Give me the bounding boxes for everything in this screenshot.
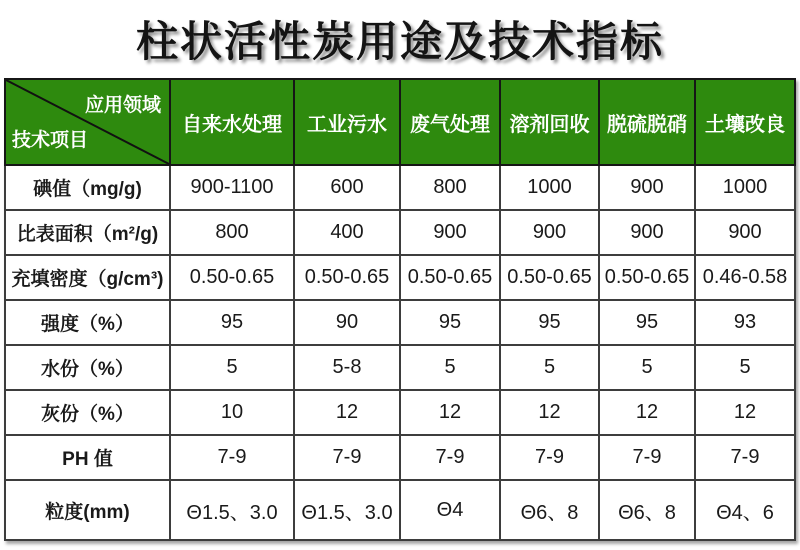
column-header-tap-water: 自来水处理	[170, 79, 294, 165]
data-cell: 7-9	[400, 435, 500, 480]
data-cell: 0.50-0.65	[400, 255, 500, 300]
data-cell: 900	[500, 210, 599, 255]
data-cell: 10	[170, 390, 294, 435]
data-cell: 95	[170, 300, 294, 345]
row-label: 灰份（%）	[5, 390, 170, 435]
column-header-desulfurization: 脱硫脱硝	[599, 79, 695, 165]
data-cell: 7-9	[294, 435, 400, 480]
data-cell: 5	[695, 345, 795, 390]
table-row-surface-area	[5, 210, 795, 255]
corner-header-cell	[5, 79, 170, 165]
data-cell: 12	[695, 390, 795, 435]
data-cell: 900-1100	[170, 165, 294, 210]
data-cell: 12	[500, 390, 599, 435]
data-cell: 95	[400, 300, 500, 345]
data-cell: 90	[294, 300, 400, 345]
data-cell: 0.50-0.65	[170, 255, 294, 300]
table-row-ash	[5, 390, 795, 435]
data-cell: 5	[500, 345, 599, 390]
column-header-waste-gas: 废气处理	[400, 79, 500, 165]
data-cell: Θ4、6	[695, 480, 795, 540]
data-cell: 7-9	[695, 435, 795, 480]
data-cell: 12	[294, 390, 400, 435]
header-row	[5, 79, 795, 165]
table-row-packing-density	[5, 255, 795, 300]
data-cell: 5	[400, 345, 500, 390]
data-cell: 400	[294, 210, 400, 255]
data-cell: 5-8	[294, 345, 400, 390]
data-cell: 0.46-0.58	[695, 255, 795, 300]
table-row-ph-value	[5, 435, 795, 480]
row-label: 比表面积（m²/g)	[5, 210, 170, 255]
data-cell: 900	[695, 210, 795, 255]
data-cell: 95	[599, 300, 695, 345]
data-cell: Θ1.5、3.0	[170, 480, 294, 540]
data-cell: 7-9	[170, 435, 294, 480]
table-row-particle-size	[5, 480, 795, 540]
row-label: 水份（%）	[5, 345, 170, 390]
table-row-strength	[5, 300, 795, 345]
data-cell: 800	[400, 165, 500, 210]
row-label: 强度（%）	[5, 300, 170, 345]
data-cell: 1000	[695, 165, 795, 210]
row-label: 充填密度（g/cm³)	[5, 255, 170, 300]
column-header-solvent-recovery: 溶剂回收	[500, 79, 599, 165]
data-cell: 900	[599, 165, 695, 210]
data-cell: 600	[294, 165, 400, 210]
row-label: 碘值（mg/g)	[5, 165, 170, 210]
data-cell: 0.50-0.65	[500, 255, 599, 300]
data-cell: 5	[170, 345, 294, 390]
data-cell: 95	[500, 300, 599, 345]
data-cell: 5	[599, 345, 695, 390]
data-cell: 12	[400, 390, 500, 435]
data-cell: 1000	[500, 165, 599, 210]
spec-table	[4, 78, 796, 541]
data-cell: 7-9	[500, 435, 599, 480]
data-cell: 0.50-0.65	[599, 255, 695, 300]
data-cell: 800	[170, 210, 294, 255]
data-cell: 900	[400, 210, 500, 255]
data-cell: 900	[599, 210, 695, 255]
row-label: PH 值	[5, 435, 170, 480]
data-cell: 12	[599, 390, 695, 435]
column-header-soil-improvement: 土壤改良	[695, 79, 795, 165]
data-cell: 0.50-0.65	[294, 255, 400, 300]
table-row-moisture	[5, 345, 795, 390]
page-title: 柱状活性炭用途及技术指标	[135, 18, 664, 65]
column-header-industrial-sewage: 工业污水	[294, 79, 400, 165]
table-row-iodine-value	[5, 165, 795, 210]
corner-label-technical-item: 技术项目	[12, 130, 89, 151]
data-cell: Θ1.5、3.0	[294, 480, 400, 540]
data-cell: 7-9	[599, 435, 695, 480]
data-cell: Θ4	[400, 480, 500, 540]
data-cell: Θ6、8	[599, 480, 695, 540]
corner-label-application-area: 应用领域	[84, 95, 161, 116]
row-label: 粒度(mm)	[5, 480, 170, 540]
data-cell: Θ6、8	[500, 480, 599, 540]
data-cell: 93	[695, 300, 795, 345]
